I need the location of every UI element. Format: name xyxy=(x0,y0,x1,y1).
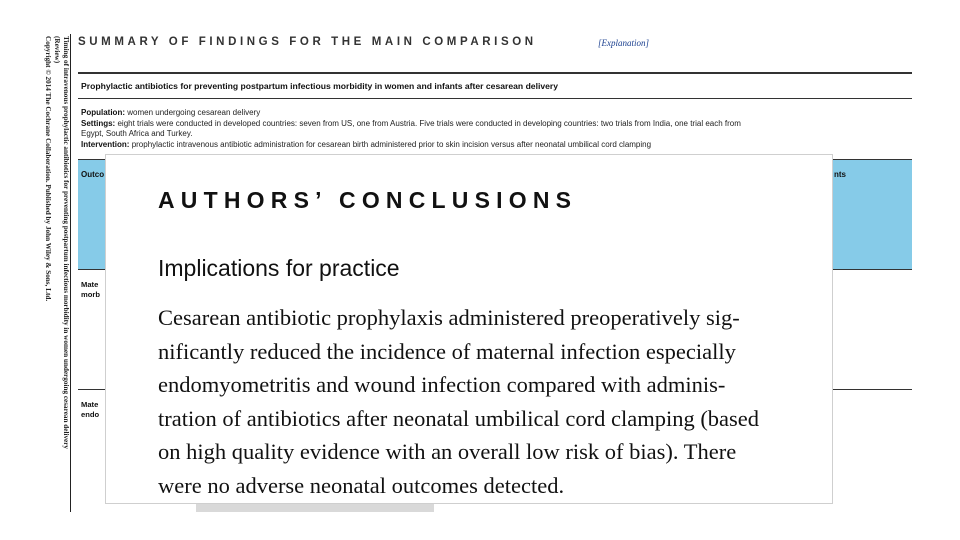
paragraph-line: nificantly reduced the incidence of maternal infection especially xyxy=(158,338,736,364)
column-outcomes-label: Outco xyxy=(81,170,105,179)
column-comments-label: nts xyxy=(834,170,846,179)
paragraph-line: tration of antibiotics after neonatal umbilical cord clamping (based xyxy=(158,405,760,431)
sidebar-running-header xyxy=(0,0,72,512)
table-top-rule xyxy=(78,72,912,74)
sidebar-text xyxy=(43,36,70,496)
population-label: Population: xyxy=(81,108,125,117)
paragraph-line: Cesarean antibiotic prophylaxis administered preoperatively sig- xyxy=(158,305,740,330)
settings-text: eight trials were conducted in developed countries: seven from US, one from Austria. Five trials were conducted in developing countries: two trials from India, one trial each from xyxy=(117,118,741,128)
intervention-label: Intervention: xyxy=(81,139,130,149)
paragraph-line: were no adverse neonatal outcomes detected. xyxy=(158,472,565,498)
sof-title: SUMMARY OF FINDINGS FOR THE MAIN COMPARISON xyxy=(78,36,537,48)
paragraph-line: on high quality evidence with an overall low risk of bias). There xyxy=(158,439,737,464)
settings-label: Settings: xyxy=(81,118,116,128)
paragraph-line: endomyometritis and wound infection compared with adminis- xyxy=(158,372,726,397)
conclusions-overlay xyxy=(105,154,833,504)
explanation-link[interactable]: [Explanation] xyxy=(598,38,649,48)
subheading: Implications for practice xyxy=(158,255,400,281)
section-title: AUTHORS’ CONCLUSIONS xyxy=(158,187,578,213)
row2-label-line2: endo xyxy=(81,410,100,419)
row1-label-line1: Mate xyxy=(81,280,99,289)
settings-text-cont: Egypt, South Africa and Turkey. xyxy=(81,129,193,138)
conclusion-paragraph xyxy=(158,301,818,502)
sidebar-line-title: Timing of intravenous prophylactic antibiotics for preventing postpartum infectious morbidity in women undergoing cesarean delivery xyxy=(62,36,70,450)
sidebar-divider xyxy=(70,34,71,512)
sidebar-line-copyright: Copyright © 2014 The Cochrane Collaboration. Published by John Wiley & Sons, Ltd. xyxy=(44,36,52,302)
population-text: women undergoing cesarean delivery xyxy=(127,108,261,117)
sidebar-line-review: (Review) xyxy=(53,36,61,64)
row1-label-line2: morb xyxy=(81,290,100,299)
row2-label-line1: Mate xyxy=(81,400,99,409)
population-settings-block xyxy=(81,108,909,150)
table-heading: Prophylactic antibiotics for preventing postpartum infectious morbidity in women and infants after cesarean delivery xyxy=(81,81,559,91)
table-heading-rule xyxy=(78,98,912,99)
intervention-text: prophylactic intravenous antibiotic administration for cesarean birth administered prior to skin incision versus after neonatal umbilical cord clamping xyxy=(131,139,652,149)
